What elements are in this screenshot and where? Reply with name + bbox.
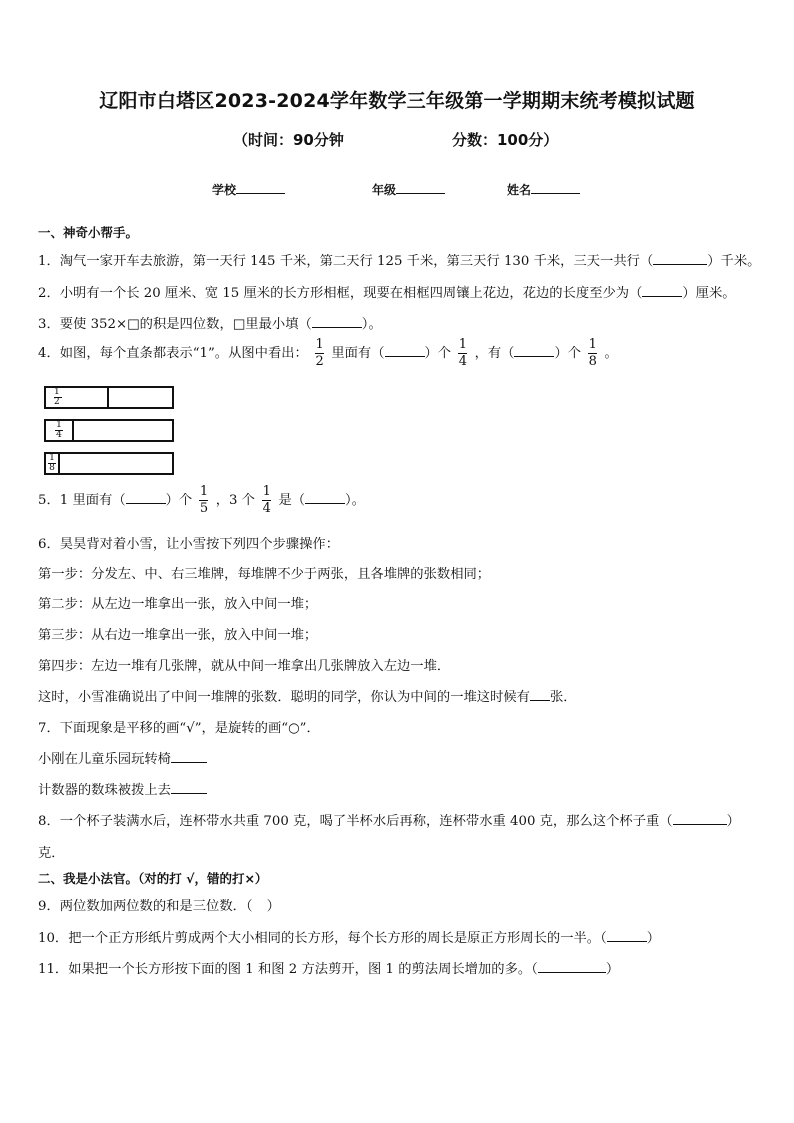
answer-blank [653,264,707,265]
answer-blank [385,356,425,357]
question-4: 4．如图，每个直条都表示“1”。从图中看出： $\frac{1}{2}$ 里面有（ ）个 $\frac{1}{4}$ ，有（ ）个 $\frac{1}{8}$ 。 [38,337,618,369]
question-6: 6．昊昊背对着小雪，让小雪按下列四个步骤操作： [38,537,339,552]
fraction-one-quarter: $\frac{1}{4}$ [262,484,271,516]
grade-blank [396,193,445,194]
strip-cell-quarter: 1 4 [46,421,74,440]
answer-blank [642,296,682,297]
strip-cell-half: 1 2 [46,388,109,407]
strip-eighths [44,452,174,475]
answer-blank [538,972,606,973]
question-7-item-a: 小刚在儿童乐园玩转椅 [38,748,207,767]
question-11: 11．如果把一个长方形按下面的图 1 和图 2 方法剪开，图 1 的剪法周长增加的多。（ ） [38,962,620,977]
question-7: 7．下面现象是平移的画“√”，是旋转的画“○”． [38,721,320,736]
answer-blank [312,327,362,328]
step-4: 第四步：左边一堆有几张牌，就从中间一堆拿出几张牌放入左边一堆． [38,659,451,674]
section-2-heading: 二、我是小法官。（对的打 √，错的打×） [38,871,268,886]
strip-quarters [44,419,174,442]
exam-score: 分数：100分） [452,131,559,149]
answer-blank [171,762,207,763]
fraction-one-fifth: $\frac{1}{5}$ [199,484,209,516]
answer-blank [607,941,647,942]
answer-blank [171,793,207,794]
name-field [507,181,580,198]
question-8-unit: 克． [38,846,65,861]
school-field [212,181,285,198]
question-3: 3．要使 352×□的积是四位数，□里最小填（ ）。 [38,317,382,332]
strip-cell-eighth: 1 8 [46,454,60,473]
step-3: 第三步：从右边一堆拿出一张，放入中间一堆； [38,628,318,643]
fraction-one-half: $\frac{1}{2}$ [315,337,324,369]
question-9: 9．两位数加两位数的和是三位数．（ ） [38,899,280,914]
strip-halves [44,386,174,409]
grade-field [372,181,445,198]
answer-blank [126,503,166,504]
step-2: 第二步：从左边一堆拿出一张，放入中间一堆； [38,597,318,612]
fraction-one-quarter: $\frac{1}{4}$ [458,337,467,369]
fraction-one-eighth: $\frac{1}{8}$ [588,337,597,369]
grade-label: 年级 [372,183,397,197]
page-title: 辽阳市白塔区2023-2024学年数学三年级第一学期期末统考模拟试题 [99,90,695,112]
section-1-heading: 一、神奇小帮手。 [38,225,139,240]
question-6-conclusion: 这时，小雪准确说出了中间一堆牌的张数．聪明的同学，你认为中间的一堆这时候有 张． [38,690,577,705]
answer-blank [673,824,727,825]
question-10: 10．把一个正方形纸片剪成两个大小相同的长方形，每个长方形的周长是原正方形周长的一半。（ ） [38,931,661,946]
question-5: 5．1 里面有（ ）个 $\frac{1}{5}$ ，3 个 $\frac{1}{4}$ 是（ ）。 [38,484,365,516]
question-2: 2．小明有一个长 20 厘米、宽 15 厘米的长方形相框，现要在相框四周镶上花边，花边的长度至少为（ ）厘米。 [38,286,736,301]
name-label: 姓名 [507,183,532,197]
answer-blank [305,503,345,504]
question-8: 8．一个杯子装满水后，连杯带水共重 700 克，喝了半杯水后再称，连杯带水重 400 克，那么这个杯子重（ ） [38,814,740,829]
question-1: 1．淘气一家开车去旅游，第一天行 145 千米，第二天行 125 千米，第三天行 130 千米，三天一共行（ ）千米。 [38,254,761,269]
question-7-item-b: 计数器的数珠被拨上去 [38,779,207,798]
school-blank [236,193,285,194]
exam-time: （时间：90分钟 [233,131,344,149]
answer-blank [530,700,550,701]
answer-blank [514,356,554,357]
step-1: 第一步：分发左、中、右三堆牌，每堆牌不少于两张，且各堆牌的张数相同； [38,567,491,582]
school-label: 学校 [212,183,237,197]
name-blank [531,193,580,194]
